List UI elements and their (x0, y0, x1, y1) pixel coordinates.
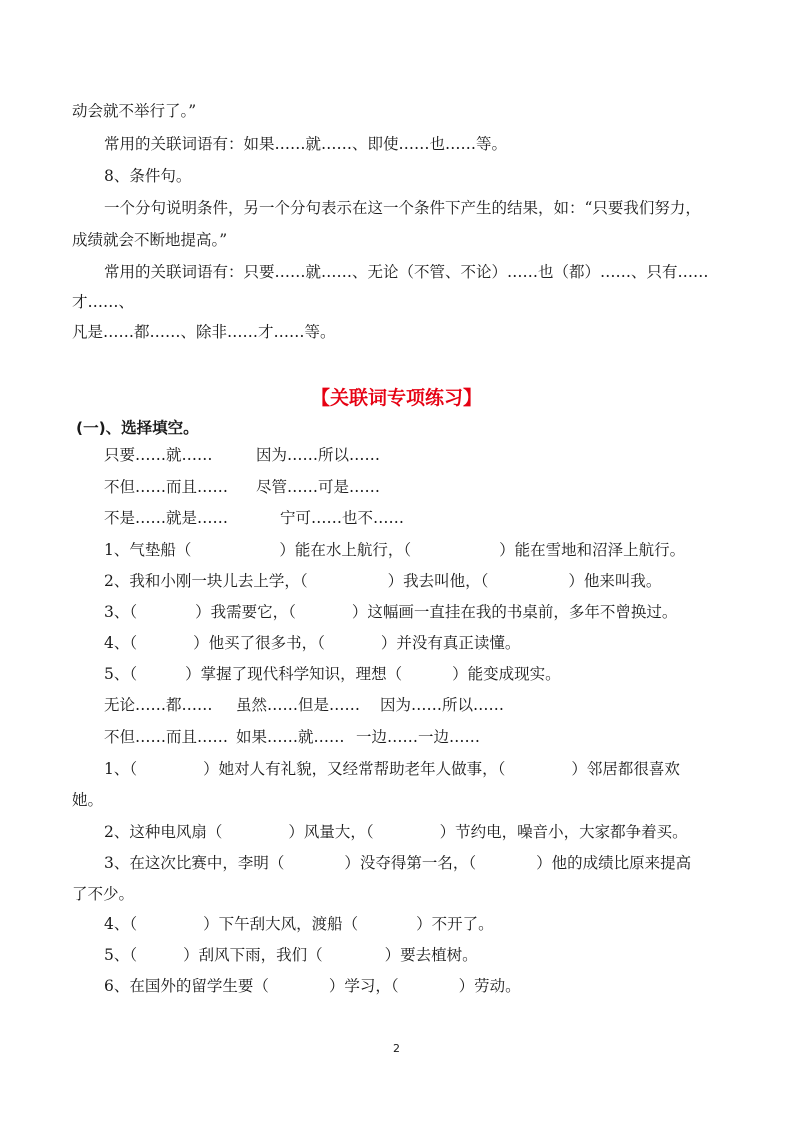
question-text: ）下午刮大风，渡船（ (203, 915, 359, 933)
question-text: ）刮风下雨，我们（ (183, 946, 323, 964)
question-text: ）学习，（ (328, 977, 399, 995)
question-text: ）并没有真正读懂。 (380, 634, 521, 652)
question (104, 571, 661, 591)
page-number: 2 (393, 1042, 400, 1055)
question-text: 1、（ (104, 760, 138, 778)
question-text: ）他的成绩比原来提高 (536, 854, 692, 872)
section-heading: (一)、选择填空。 (76, 419, 199, 437)
question-text: ）能在水上航行，（ (279, 541, 412, 559)
question-text: 2、这种电风扇（ (104, 823, 223, 841)
question (104, 822, 688, 842)
intro-line: 动会就不举行了。” (72, 102, 197, 120)
question-text: 6、在国外的留学生要（ (104, 977, 269, 995)
option: 不但……而且…… (104, 728, 229, 746)
option-pair (104, 477, 381, 497)
intro-line: 成绩就会不断地提高。” (72, 231, 228, 249)
option: 宁可……也不…… (280, 509, 405, 527)
option: 如果……就…… (236, 728, 345, 746)
question (104, 602, 677, 622)
question-text: 4、（ (104, 915, 138, 933)
question (104, 945, 478, 965)
question-continuation: 她。 (72, 791, 104, 809)
option: 尽管……可是…… (256, 478, 381, 496)
question-text: 2、我和小刚一块儿去上学，（ (104, 572, 308, 590)
intro-line: 常用的关联词语有：如果……就……、即使……也……等。 (104, 135, 508, 153)
question-text: ）能在雪地和沼泽上航行。 (499, 541, 686, 559)
intro-line: 凡是……都……、除非……才……等。 (72, 323, 336, 341)
question (104, 853, 691, 873)
question-text: 1、气垫船（ (104, 541, 192, 559)
question-continuation: 了不少。 (72, 885, 135, 903)
question (104, 540, 685, 560)
option: 因为……所以…… (256, 446, 381, 464)
question-text: ）掌握了现代科学知识，理想（ (185, 665, 403, 683)
question-text: ）他买了很多书，（ (193, 634, 325, 652)
question-text: ）我需要它，（ (195, 603, 296, 621)
option: 只要……就…… (104, 446, 213, 464)
question-text: ）劳动。 (458, 977, 521, 995)
question-text: ）他来叫我。 (568, 572, 662, 590)
question-text: ）要去植树。 (384, 946, 478, 964)
question (104, 976, 521, 996)
question (104, 759, 680, 779)
question-text: 5、（ (104, 665, 138, 683)
question-text: ）她对人有礼貌，又经常帮助老年人做事，（ (203, 760, 506, 778)
option: 不是……就是…… (104, 509, 229, 527)
question (104, 914, 494, 934)
exercise-title: 【关联词专项练习】 (310, 387, 482, 409)
option: 不但……而且…… (104, 478, 229, 496)
question-text: ）能变成现实。 (452, 665, 561, 683)
intro-line: 才……、 (72, 293, 135, 311)
question-text: 3、在这次比赛中，李明（ (104, 854, 285, 872)
option-pair (104, 508, 405, 528)
option: 一边……一边…… (356, 728, 481, 746)
question-text: 5、（ (104, 946, 138, 964)
option: 因为……所以…… (380, 696, 505, 714)
option: 无论……都…… (104, 696, 213, 714)
option-pair (104, 445, 381, 465)
question-text: ）邻居都很喜欢 (571, 760, 680, 778)
question-text: ）节约电，噪音小，大家都争着买。 (439, 823, 688, 841)
question-text: ）风量大，（ (288, 823, 374, 841)
question-text: ）没夺得第一名，（ (344, 854, 477, 872)
intro-line: 一个分句说明条件，另一个分句表示在这一个条件下产生的结果，如：“只要我们努力， (104, 199, 701, 217)
question (104, 633, 520, 653)
question-text: ）我去叫他，（ (387, 572, 489, 590)
intro-line: 8、条件句。 (104, 167, 192, 185)
question-text: 4、（ (104, 634, 138, 652)
question (104, 664, 561, 684)
option: 虽然……但是…… (236, 696, 361, 714)
intro-line: 常用的关联词语有：只要……就……、无论（不管、不论）……也（都）……、只有…… (104, 263, 709, 281)
question-text: ）这幅画一直挂在我的书桌前，多年不曾换过。 (351, 603, 678, 621)
question-text: 3、（ (104, 603, 138, 621)
option-row (104, 695, 505, 715)
question-text: ）不开了。 (416, 915, 494, 933)
option-row (104, 727, 481, 747)
